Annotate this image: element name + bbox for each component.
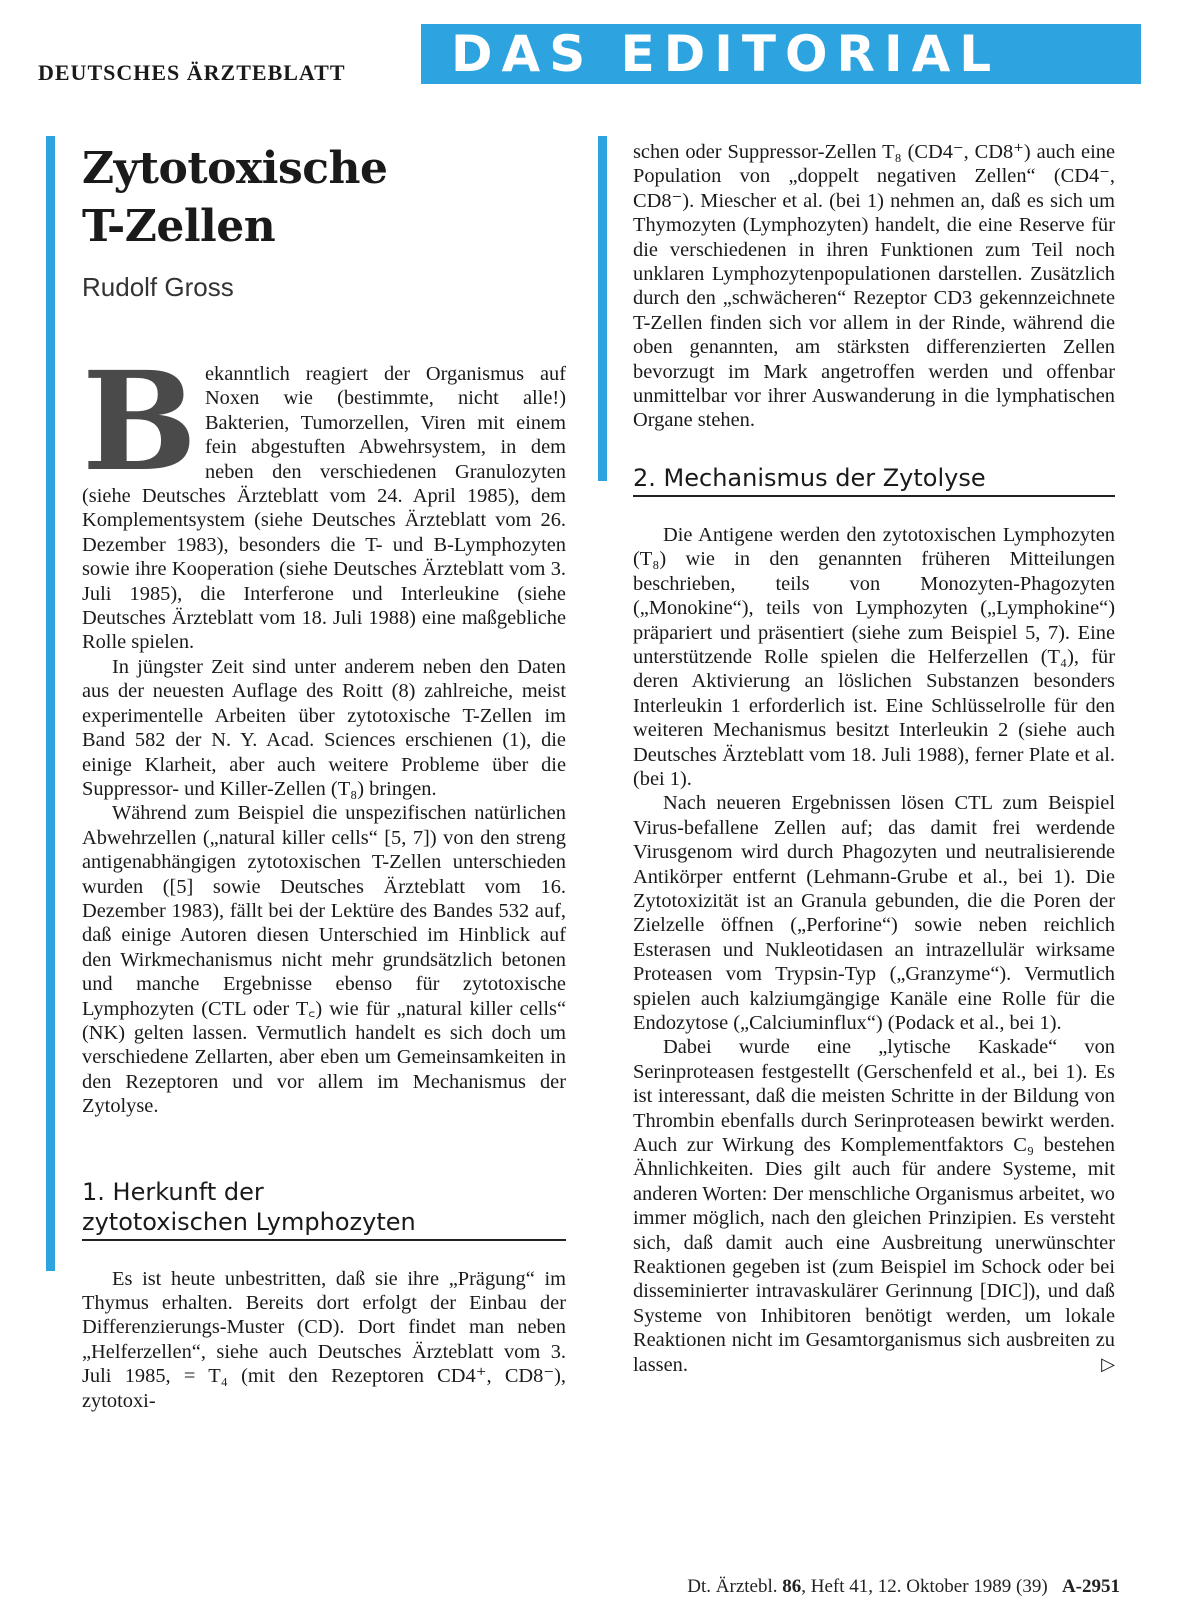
footer-citation-suffix: , Heft 41, 12. Oktober 1989 (39) (801, 1576, 1048, 1597)
page-footer (687, 1576, 1120, 1598)
heading-1-line-1: 1. Herkunft der (82, 1177, 264, 1206)
section-heading-2: 2. Mechanismus der Zytolyse (633, 463, 1115, 497)
accent-rule-right (598, 136, 607, 481)
continue-arrow-icon: ▷ (1101, 1353, 1115, 1375)
heading-1-line-2: zytotoxischen Lymphozyten (82, 1207, 416, 1236)
paragraph-intro-text: ekanntlich reagiert der Organismus auf Noxen wie (bestimmte, nicht alle!) Bakterien, Tumorzellen, Viren mit einem fein abgestuften Abwehrsystem, in dem neben den verschiedenen Granulozyten (siehe Deutsches Ärzteblatt vom 24. April 1985), dem Komplementsystem (siehe Deutsches Ärzteblatt vom 26. Dezember 1983), besonders die T- und B-Lymphozyten sowie ihre Kooperation (siehe Deutsches Ärzteblatt vom 3. Juli 1985), die Interferone und Interleukine (siehe Deutsches Ärzteblatt vom 18. Juli 1988) eine maßgebliche Rolle spielen. (82, 363, 566, 654)
footer-volume: 86 (782, 1576, 802, 1597)
paragraph-3: Während zum Beispiel die unspezifischen natürlichen Abwehrzellen („natural killer cells“ [5, 7]) von den streng antigenabhängigen zytotoxischen T-Zellen unterschieden wurden ([5] sowie Deutsches Ärzteblatt vom 16. Dezember 1983), fällt bei der Lektüre des Bandes 532 auf, daß einige Autoren diesen Unterschied im Hinblick auf den Wirkmechanismus nicht mehr grundsätzlich betonen und manche Ergebnisse ebenso für zytotoxische Lymphozyten (CTL oder T꜀) wie für „natural killer cells“ (NK) gelten lassen. Vermutlich handelt es sich doch um verschiedene Zellarten, aber eben um Gemeinsamkeiten in den Rezeptoren und vor allem im Mechanismus der Zytolyse. (82, 802, 566, 1118)
paragraph-8-text: Dabei wurde eine „lytische Kaskade“ von Serinproteasen festgestellt (Gerschenfeld et al., bei 1). Es ist interessant, daß die meisten Schritte in der Bildung von Thrombin ebenfalls durch Serinproteasen bewirkt werden. Auch zur Wirkung des Komplementfaktors C₉ bestehen Ähnlichkeiten. Dies gilt auch für andere Systeme, mit anderen Worten: Der menschliche Organismus arbeitet, wo immer möglich, nach den gleichen Prinzipien. Es versteht sich, daß damit auch eine Ausbreitung unerwünschter Reaktionen gegeben ist (zum Beispiel im Schock oder bei disseminierter intravaskulärer Gerinnung [DIC]), und daß Systeme von Inhibitoren benötigt werden, um lokale Reaktionen nicht im Gesamtorganismus sich ausbreiten zu lassen. (633, 1036, 1115, 1376)
right-column (633, 140, 1115, 1377)
title-line-2: T-Zellen (82, 201, 276, 252)
journal-name: DEUTSCHES ÄRZTEBLATT (38, 60, 346, 85)
section-banner: DAS EDITORIAL (421, 24, 1141, 84)
paragraph-4: Es ist heute unbestritten, daß sie ihre „Prägung“ im Thymus erhalten. Bereits dort erfolgt der Einbau der Differenzierungs-Muster (CD). Dort findet man neben „Helferzellen“, siehe auch Deutsches Ärzteblatt vom 3. Juli 1985, = T₄ (mit den Rezeptoren CD4⁺, CD8⁻), zytotoxi- (82, 1267, 566, 1412)
accent-rule-left (46, 136, 55, 1271)
paragraph-7: Nach neueren Ergebnissen lösen CTL zum Beispiel Virus-befallene Zellen auf; das damit frei werdende Virusgenom wird durch Phagozyten und neutralisierende Antikörper entfernt (Lehmann-Grube et al., bei 1). Die Zytotoxizität ist an Granula gebunden, die die Poren der Zielzelle öffnen („Perforine“) sowie neben reichlich Esterasen und Nukleotidasen an intrazellulär wirksame Proteasen vom Trypsin-Typ („Granzyme“). Vermutlich spielen auch kalziumgängige Kanäle eine Rolle für die Endozytose („Calciuminflux“) (Podack et al., bei 1). (633, 792, 1115, 1034)
title-line-1: Zytotoxische (82, 143, 388, 194)
drop-cap: B (82, 342, 197, 502)
section-heading-1 (82, 1177, 566, 1241)
paragraph-2: In jüngster Zeit sind unter anderem neben den Daten aus der neuesten Auflage des Roitt (8) zahlreiche, meist experimentelle Arbeiten über zytotoxische T-Zellen im Band 582 der N. Y. Acad. Sciences erschienen (1), die einige Klarheit, aber auch weitere Probleme über die Suppressor- und Killer-Zellen (T₈) bringen. (82, 655, 566, 800)
article-title (82, 140, 566, 256)
paragraph-6: Die Antigene werden den zytotoxischen Lymphozyten (T₈) wie in den genannten früheren Mitteilungen beschrieben, teils von Monozyten-Phagozyten („Monokine“), teils von Lymphozyten („Lymphokine“) präpariert und präsentiert (siehe zum Beispiel 5, 7). Eine unterstützende Rolle spielen die Helferzellen (T₄), für deren Aktivierung an löslichen Substanzen besonders Interleukin 1 erforderlich ist. Eine Schlüsselrolle für den weiteren Mechanismus besitzt Interleukin 2 (siehe auch Deutsches Ärzteblatt vom 18. Juli 1988), ferner Plate et al. (bei 1). (633, 523, 1115, 790)
paragraph-8 (633, 1035, 1115, 1377)
page-number: A-2951 (1061, 1576, 1120, 1597)
paragraph-5: schen oder Suppressor-Zellen T₈ (CD4⁻, CD8⁺) auch eine Population von „doppelt negativen Zellen“ (CD4⁻, CD8⁻). Miescher et al. (bei 1) nehmen an, daß es sich um Thymozyten (Lymphozyten) handelt, die eine Reserve für die verschiedenen in ihren Funktionen zum Teil noch unklaren Lymphozytenpopulationen darstellen. Zusätzlich durch den „schwächeren“ Rezeptor CD3 gekennzeichnete T-Zellen finden sich vor allem in der Rinde, während die oben genannten, am stärksten differenzierten Zellen bevorzugt im Mark angetroffen werden und offenbar unmittelbar vor ihrer Auswanderung in die lymphatischen Organe stehen. (633, 141, 1115, 432)
paragraph-intro (82, 342, 566, 655)
left-column (82, 140, 566, 1413)
footer-citation-prefix: Dt. Ärztebl. (687, 1576, 778, 1597)
author-name: Rudolf Gross (82, 272, 234, 302)
